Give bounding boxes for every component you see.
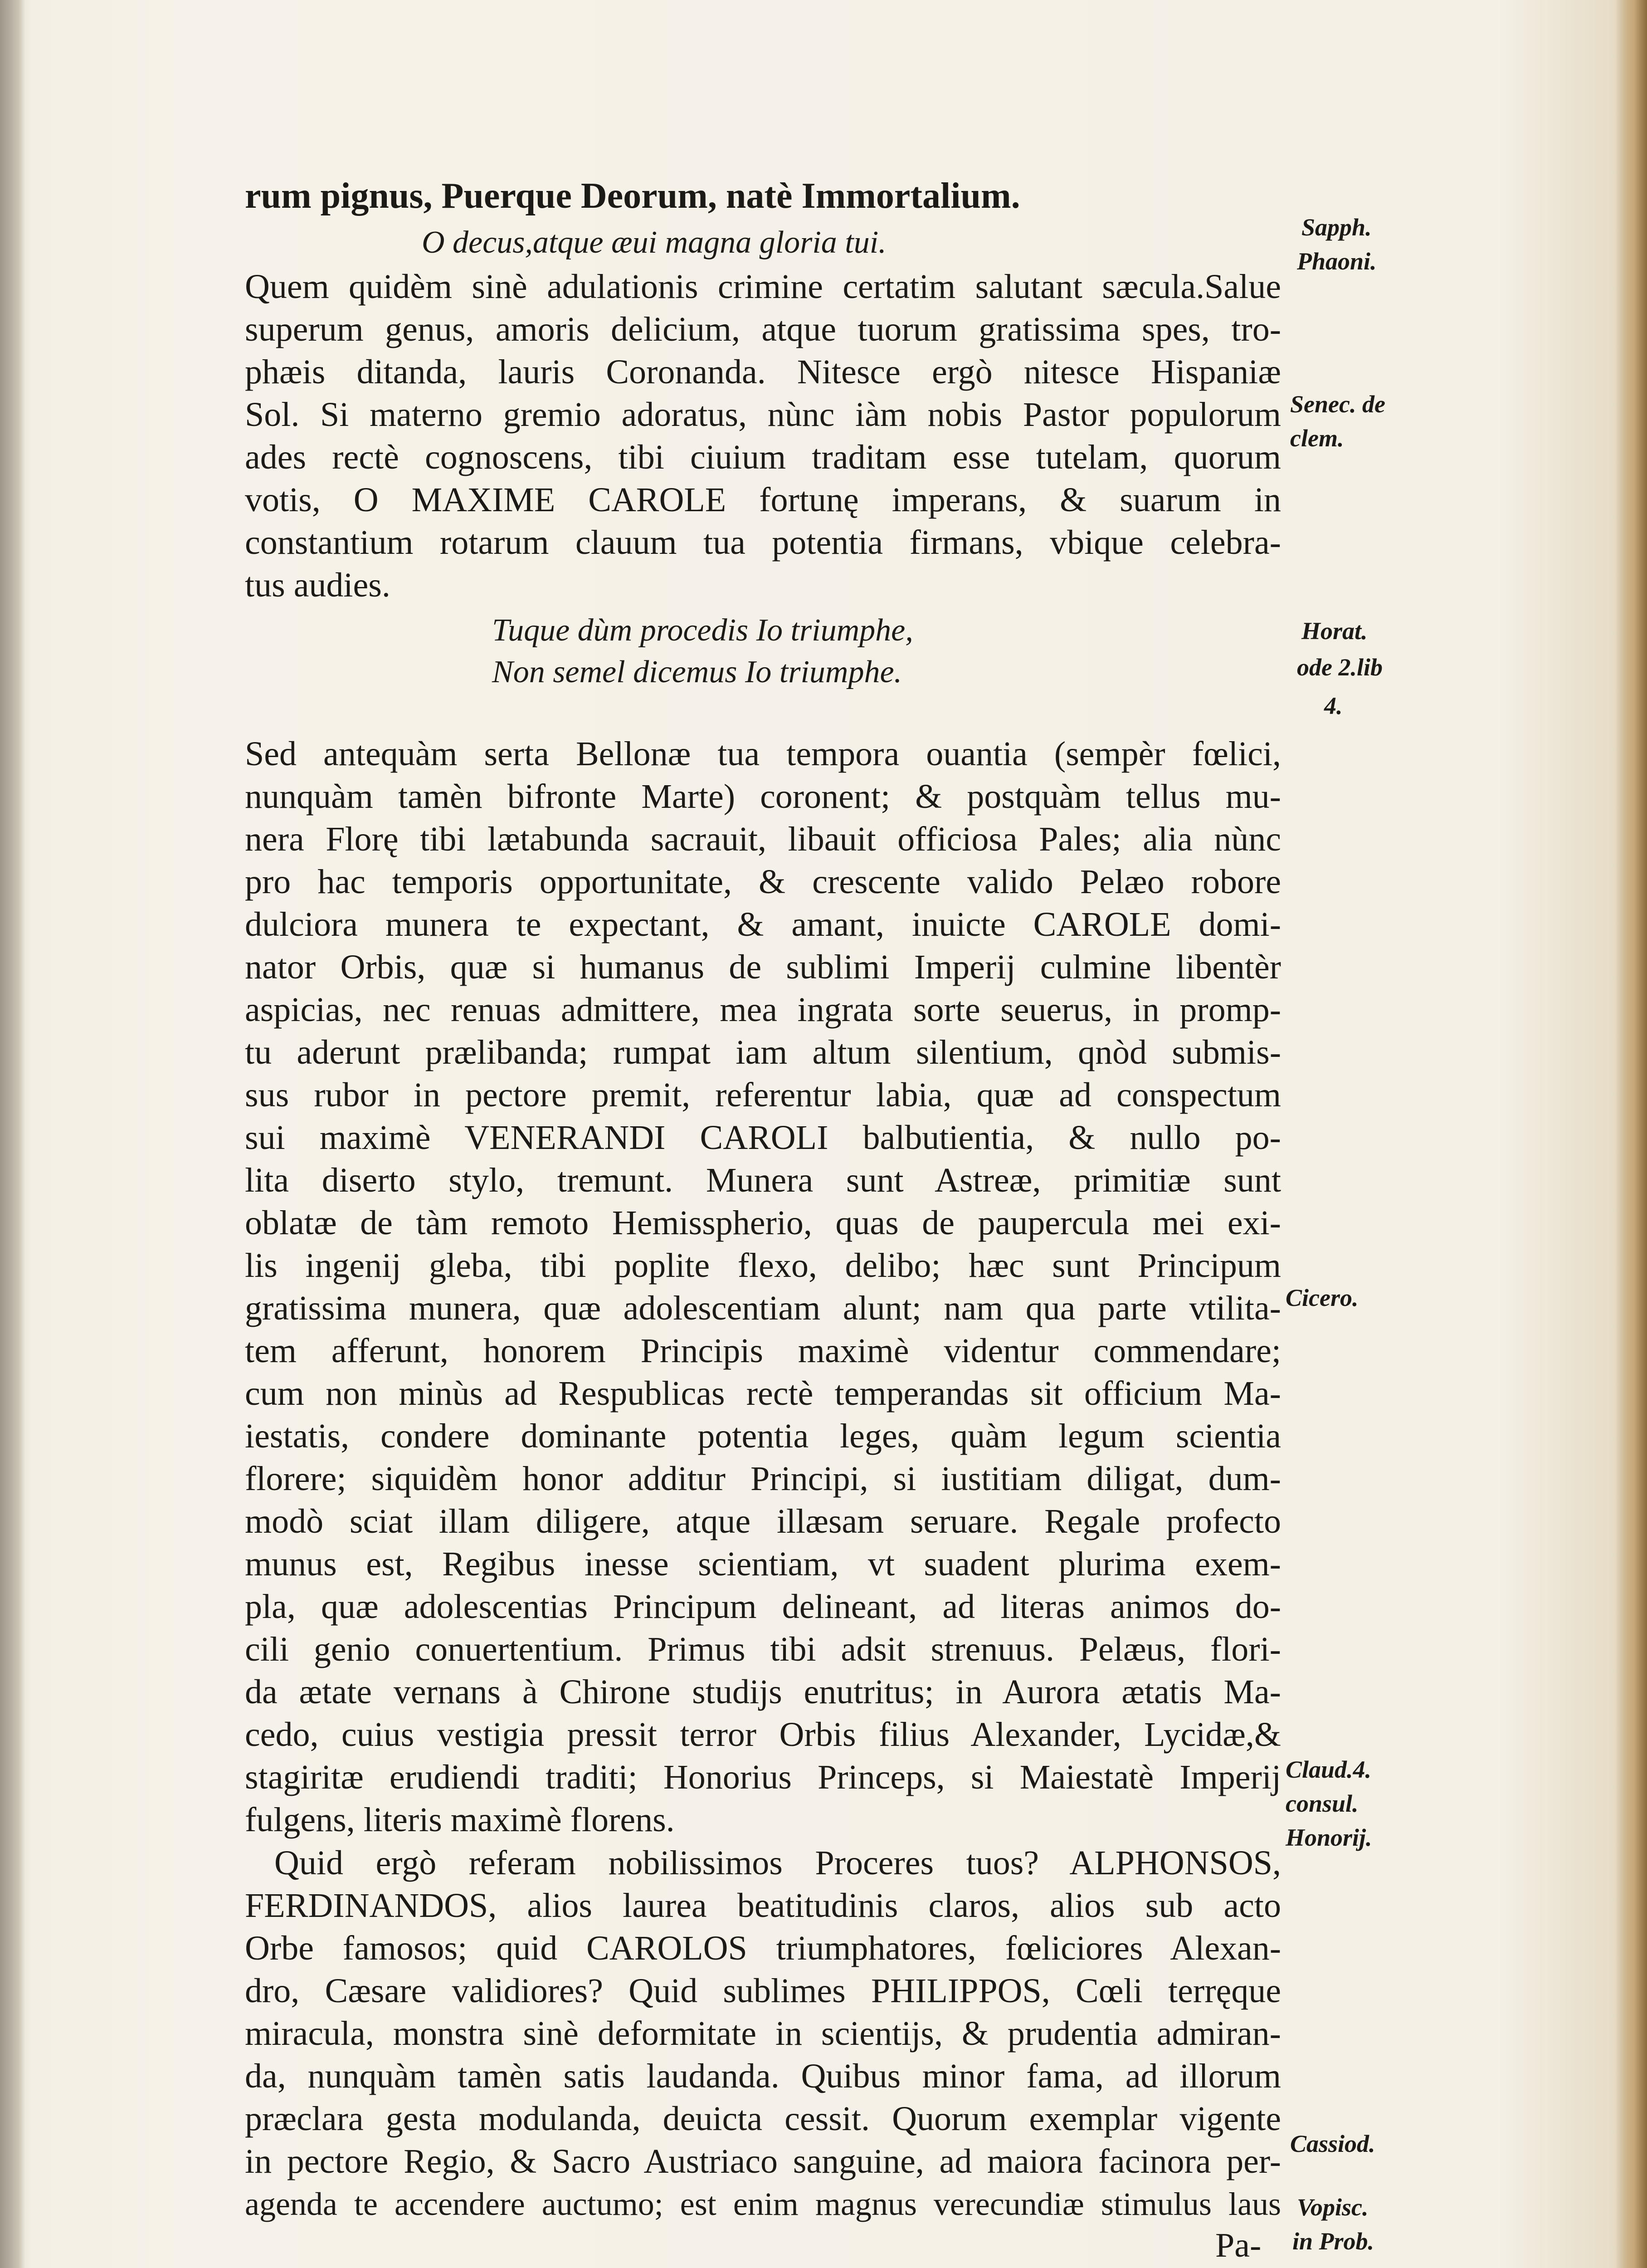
paragraph-1 xyxy=(245,265,1281,606)
text-line: constantium rotarum clauum tua potentia firmans, vbique celebra- xyxy=(245,523,1281,562)
paragraph-2 xyxy=(245,733,1281,1841)
margin-note: 4. xyxy=(1324,692,1343,719)
text-line: nera Florę tibi lætabunda sacrauit, libauit officiosa Pales; alia nùnc xyxy=(245,820,1281,858)
text-line: aspicias, nec renuas admittere, mea ingrata sorte seuerus, in promp- xyxy=(245,991,1281,1029)
margin-note: Sapph. xyxy=(1301,214,1372,241)
text-line: Sol. Si materno gremio adoratus, nùnc iàm nobis Pastor populorum xyxy=(245,396,1281,434)
margin-note: Cicero. xyxy=(1286,1284,1359,1311)
margin-note: Honorij. xyxy=(1286,1824,1372,1851)
text-line: Quem quidèm sinè adulationis crimine certatim salutant sæcula.Salue xyxy=(245,268,1281,306)
text-line: florere; siquidèm honor additur Principi, si iustitiam diligat, dum- xyxy=(245,1460,1281,1498)
text-line: oblatæ de tàm remoto Hemisspherio, quas de paupercula mei exi- xyxy=(245,1204,1281,1242)
text-line: stagiritæ erudiendi traditi; Honorius Princeps, si Maiestatè Imperij xyxy=(245,1758,1281,1796)
text-line: in pectore Regio, & Sacro Austriaco sanguine, ad maiora facinora per- xyxy=(245,2142,1281,2180)
text-line: pla, quæ adolescentias Principum delineant, ad literas animos do- xyxy=(245,1588,1281,1626)
text-line: tus audies. xyxy=(245,566,390,604)
quote-mid-line-1: Tuque dùm procedis Io triumphe, xyxy=(492,613,913,648)
text-line: Sed antequàm serta Bellonæ tua tempora ouantia (sempèr fœlici, xyxy=(245,735,1281,773)
margin-note: Cassiod. xyxy=(1290,2130,1375,2157)
page-edge xyxy=(1615,0,1647,2268)
margin-note: Phaoni. xyxy=(1297,248,1377,275)
text-line: phæis ditanda, lauris Coronanda. Nitesce ergò nitesce Hispaniæ xyxy=(245,353,1281,391)
text-line: FERDINANDOS, alios laurea beatitudinis claros, alios sub acto xyxy=(245,1887,1281,1925)
text-line: miracula, monstra sinè deformitate in scientijs, & prudentia admiran- xyxy=(245,2014,1281,2053)
text-line: præclara gesta modulanda, deuicta cessit. Quorum exemplar vigente xyxy=(245,2100,1281,2138)
text-line: sus rubor in pectore premit, referentur labia, quæ ad conspectum xyxy=(245,1076,1281,1114)
text-line: modò sciat illam diligere, atque illæsam seruare. Regale profecto xyxy=(245,1502,1281,1540)
text-line: Orbe famosos; quid CAROLOS triumphatores, fœliciores Alexan- xyxy=(245,1929,1281,1967)
text-line: superum genus, amoris delicium, atque tuorum gratissima spes, tro- xyxy=(245,310,1281,348)
text-line: tu aderunt prælibanda; rumpat iam altum silentium, qnòd submis- xyxy=(245,1033,1281,1071)
text-line: cum non minùs ad Respublicas rectè temperandas sit officium Ma- xyxy=(245,1374,1281,1413)
text-line: ades rectè cognoscens, tibi ciuium traditam esse tutelam, quorum xyxy=(245,438,1281,476)
text-line: dulciora munera te expectant, & amant, inuicte CAROLE domi- xyxy=(245,905,1281,943)
text-line: da, nunquàm tamèn satis laudanda. Quibus minor fama, ad illorum xyxy=(245,2057,1281,2095)
margin-note: in Prob. xyxy=(1292,2228,1374,2255)
margin-note: consul. xyxy=(1286,1790,1359,1817)
text-line: nator Orbis, quæ si humanus de sublimi Imperij culmine libentèr xyxy=(245,948,1281,986)
text-line: nunquàm tamèn bifronte Marte) coronent; & postquàm tellus mu- xyxy=(245,777,1281,816)
text-line: iestatis, condere dominante potentia leges, quàm legum scientia xyxy=(245,1417,1281,1455)
quote-top: O decus,atque æui magna gloria tui. xyxy=(422,225,887,260)
text-line: sui maximè VENERANDI CAROLI balbutientia, & nullo po- xyxy=(245,1119,1281,1157)
margin-note: ode 2.lib xyxy=(1297,654,1383,681)
text-line: fulgens, literis maximè florens. xyxy=(245,1801,675,1839)
text-line: da ætate vernans à Chirone studijs enutritus; in Aurora ætatis Ma- xyxy=(245,1673,1281,1711)
text-line: Quid ergò referam nobilissimos Proceres tuos? ALPHONSOS, xyxy=(274,1844,1281,1882)
text-line: lis ingenij gleba, tibi poplite flexo, delibo; hæc sunt Principum xyxy=(245,1246,1281,1285)
text-line: agenda te accendere auctumo; est enim magnus verecundiæ stimulus laus xyxy=(245,2186,1281,2222)
text-line: cedo, cuius vestigia pressit terror Orbis filius Alexander, Lycidæ,& xyxy=(245,1716,1281,1754)
quote-mid-line-2: Non semel dicemus Io triumphe. xyxy=(492,655,902,689)
text-line: pro hac temporis opportunitate, & crescente valido Pelæo robore xyxy=(245,863,1281,901)
text-line: munus est, Regibus inesse scientiam, vt suadent plurima exem- xyxy=(245,1545,1281,1583)
margin-note: Claud.4. xyxy=(1286,1756,1372,1783)
text-line: gratissima munera, quæ adolescentiam alunt; nam qua parte vtilita- xyxy=(245,1289,1281,1327)
first-line: rum pignus, Puerque Deorum, natè Immortalium. xyxy=(245,176,1020,216)
page-gutter xyxy=(0,0,25,2268)
text-line: tem afferunt, honorem Principis maximè videntur commendare; xyxy=(245,1332,1281,1370)
paragraph-3 xyxy=(245,1842,1281,2225)
text-line: dro, Cæsare validiores? Quid sublimes PHILIPPOS, Cœli terręque xyxy=(245,1972,1281,2010)
margin-note: clem. xyxy=(1290,425,1344,452)
catchword: Pa- xyxy=(1215,2226,1262,2264)
text-line: votis, O MAXIME CAROLE fortunę imperans, & suarum in xyxy=(245,481,1281,519)
text-line: cili genio conuertentium. Primus tibi adsit strenuus. Pelæus, flori- xyxy=(245,1630,1281,1668)
margin-note: Horat. xyxy=(1301,617,1368,645)
margin-note: Senec. de xyxy=(1290,391,1385,418)
margin-note: Vopisc. xyxy=(1297,2194,1369,2221)
first-line-block xyxy=(245,175,1281,217)
text-line: lita diserto stylo, tremunt. Munera sunt Astreæ, primitiæ sunt xyxy=(245,1161,1281,1199)
